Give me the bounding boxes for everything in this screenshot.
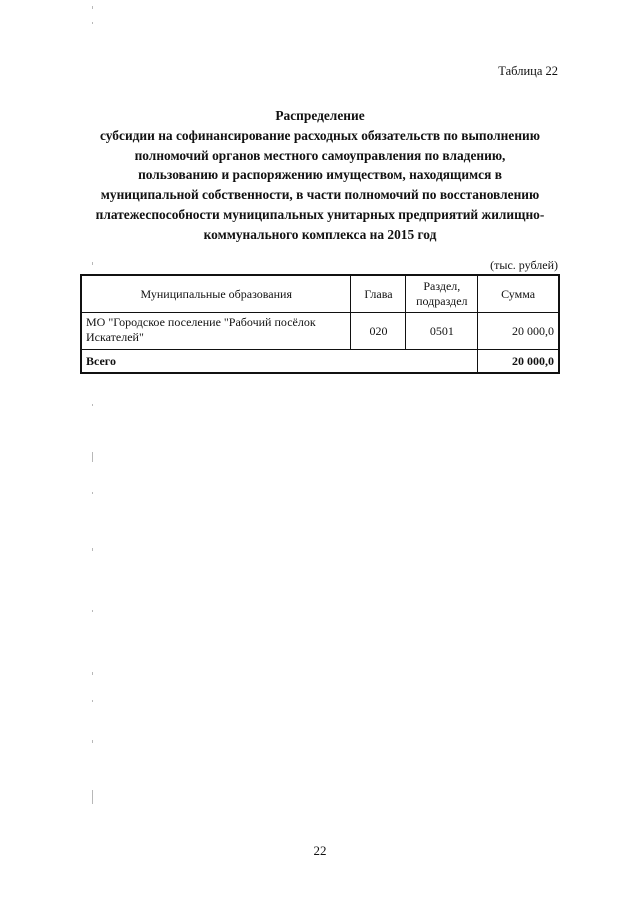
table-header-row	[81, 275, 559, 313]
title-line: муниципальной собственности, в части полномочий по восстановлению	[100, 187, 540, 203]
table-total-row	[81, 350, 559, 374]
header-glava: Глава	[351, 275, 406, 313]
page-number: 22	[313, 843, 327, 858]
distribution-table	[80, 274, 560, 374]
total-label: Всего	[81, 350, 478, 374]
title-line: коммунального комплекса на 2015 год	[203, 226, 437, 242]
header-razdel-line2: подраздел	[416, 294, 468, 308]
title-line: Распределение	[275, 108, 365, 123]
cell-razdel: 0501	[406, 313, 478, 350]
header-summa: Сумма	[478, 275, 559, 313]
title-line: субсидии на софинансирование расходных обязательств по выполнению	[100, 127, 540, 143]
total-summa: 20 000,0	[478, 350, 559, 374]
header-razdel-line1: Раздел,	[423, 279, 461, 293]
cell-summa: 20 000,0	[478, 313, 559, 350]
title-line: пользованию и распоряжению имуществом, находящимся в	[138, 167, 502, 183]
table-number-label: Таблица 22	[498, 64, 558, 78]
document-title	[60, 106, 580, 245]
cell-glava: 020	[351, 313, 406, 350]
title-line: полномочий органов местного самоуправления по владению,	[134, 147, 506, 163]
units-label: (тыс. рублей)	[490, 258, 558, 272]
header-razdel	[406, 275, 478, 313]
table-row	[81, 313, 559, 350]
cell-municipality: МО "Городское поселение "Рабочий посёлок Искателей"	[81, 313, 351, 350]
title-line: платежеспособности муниципальных унитарных предприятий жилищно-	[95, 206, 545, 222]
header-municipality: Муниципальные образования	[81, 275, 351, 313]
